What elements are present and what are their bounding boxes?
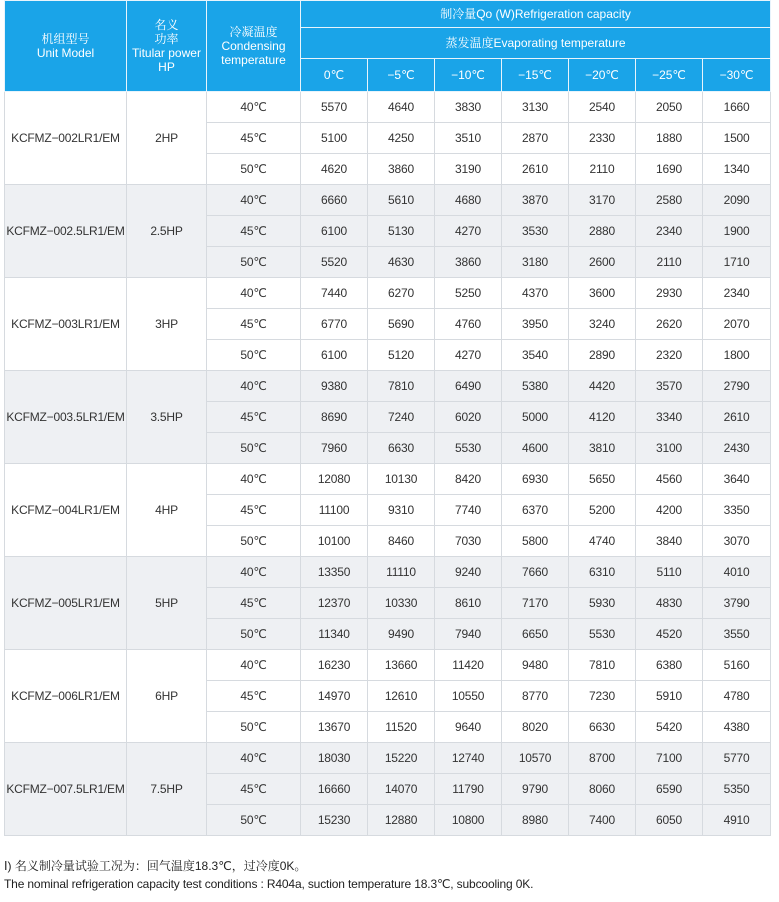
capacity-value-cell: 3870 (502, 185, 569, 216)
capacity-value-cell: 5250 (435, 278, 502, 309)
capacity-value-cell: 3530 (502, 216, 569, 247)
capacity-value-cell: 2870 (502, 123, 569, 154)
titular-power-cell: 4HP (127, 464, 207, 557)
capacity-value-cell: 5200 (569, 495, 636, 526)
capacity-value-cell: 2540 (569, 92, 636, 123)
table-row (5, 278, 771, 309)
capacity-value-cell: 5120 (368, 340, 435, 371)
condensing-temp-cell: 50℃ (207, 526, 301, 557)
capacity-value-cell: 2890 (569, 340, 636, 371)
titular-power-cell: 7.5HP (127, 743, 207, 836)
capacity-value-cell: 4520 (636, 619, 703, 650)
unit-model-cell: KCFMZ−005LR1/EM (5, 557, 127, 650)
capacity-value-cell: 9490 (368, 619, 435, 650)
condensing-temp-cell: 40℃ (207, 557, 301, 588)
capacity-value-cell: 3170 (569, 185, 636, 216)
capacity-value-cell: 5530 (435, 433, 502, 464)
unit-model-cell: KCFMZ−004LR1/EM (5, 464, 127, 557)
capacity-value-cell: 4780 (703, 681, 771, 712)
capacity-value-cell: 8020 (502, 712, 569, 743)
capacity-value-cell: 10550 (435, 681, 502, 712)
capacity-value-cell: 4560 (636, 464, 703, 495)
evap-temp-header: −5℃ (368, 59, 435, 92)
unit-group (5, 464, 771, 557)
capacity-value-cell: 4270 (435, 340, 502, 371)
capacity-value-cell: 15230 (301, 805, 368, 836)
capacity-value-cell: 9790 (502, 774, 569, 805)
capacity-value-cell: 6020 (435, 402, 502, 433)
condensing-temp-cell: 50℃ (207, 154, 301, 185)
condensing-temp-cell: 50℃ (207, 712, 301, 743)
capacity-value-cell: 4120 (569, 402, 636, 433)
condensing-header-en2: temperature (221, 53, 286, 67)
capacity-value-cell: 7100 (636, 743, 703, 774)
capacity-value-cell: 2340 (636, 216, 703, 247)
unit-group (5, 278, 771, 371)
capacity-value-cell: 6050 (636, 805, 703, 836)
unit-group (5, 650, 771, 743)
titular-power-header-cn: 名义 (154, 18, 179, 32)
test-conditions-note-en: The nominal refrigeration capacity test conditions : R404a, suction temperature 18.3℃, subcooling 0K. (4, 877, 534, 891)
condensing-temp-cell: 50℃ (207, 433, 301, 464)
titular-power-cell: 3HP (127, 278, 207, 371)
capacity-value-cell: 6650 (502, 619, 569, 650)
capacity-value-cell: 6930 (502, 464, 569, 495)
capacity-value-cell: 4600 (502, 433, 569, 464)
capacity-value-cell: 5420 (636, 712, 703, 743)
capacity-value-cell: 3830 (435, 92, 502, 123)
titular-power-cell: 3.5HP (127, 371, 207, 464)
capacity-value-cell: 2320 (636, 340, 703, 371)
test-conditions-note-cn: Ⅰ) 名义制冷量试验工况为：回气温度18.3℃，过冷度0K。 (4, 859, 307, 873)
capacity-value-cell: 8700 (569, 743, 636, 774)
capacity-value-cell: 3860 (435, 247, 502, 278)
unit-group (5, 185, 771, 278)
capacity-value-cell: 10100 (301, 526, 368, 557)
condensing-temp-cell: 50℃ (207, 247, 301, 278)
titular-power-cell: 5HP (127, 557, 207, 650)
capacity-value-cell: 1880 (636, 123, 703, 154)
capacity-value-cell: 9240 (435, 557, 502, 588)
capacity-value-cell: 6270 (368, 278, 435, 309)
unit-model-header-cn: 机组型号 (41, 32, 90, 46)
condensing-temp-cell: 50℃ (207, 805, 301, 836)
capacity-value-cell: 5650 (569, 464, 636, 495)
condensing-temp-cell: 40℃ (207, 278, 301, 309)
capacity-value-cell: 2070 (703, 309, 771, 340)
capacity-value-cell: 5690 (368, 309, 435, 340)
capacity-value-cell: 7170 (502, 588, 569, 619)
capacity-value-cell: 4270 (435, 216, 502, 247)
capacity-value-cell: 8460 (368, 526, 435, 557)
capacity-value-cell: 3640 (703, 464, 771, 495)
capacity-value-cell: 5530 (569, 619, 636, 650)
table-row (5, 92, 771, 123)
capacity-value-cell: 5110 (636, 557, 703, 588)
condensing-header-en: Condensing (221, 39, 286, 53)
capacity-value-cell: 1710 (703, 247, 771, 278)
capacity-value-cell: 11340 (301, 619, 368, 650)
capacity-value-cell: 8980 (502, 805, 569, 836)
refrigeration-capacity-table (4, 0, 771, 836)
capacity-value-cell: 2610 (703, 402, 771, 433)
capacity-value-cell: 13670 (301, 712, 368, 743)
capacity-value-cell: 11110 (368, 557, 435, 588)
capacity-value-cell: 14070 (368, 774, 435, 805)
evaporating-temperature-header: 蒸发温度Evaporating temperature (301, 28, 771, 59)
capacity-value-cell: 5520 (301, 247, 368, 278)
titular-power-header-en: Titular power (132, 46, 201, 60)
unit-group (5, 92, 771, 185)
capacity-value-cell: 16660 (301, 774, 368, 805)
capacity-value-cell: 13350 (301, 557, 368, 588)
capacity-value-cell: 5800 (502, 526, 569, 557)
capacity-value-cell: 5610 (368, 185, 435, 216)
table-row (5, 185, 771, 216)
capacity-value-cell: 5770 (703, 743, 771, 774)
capacity-value-cell: 12880 (368, 805, 435, 836)
evap-temp-header: −15℃ (502, 59, 569, 92)
capacity-value-cell: 12080 (301, 464, 368, 495)
capacity-value-cell: 5350 (703, 774, 771, 805)
capacity-value-cell: 14970 (301, 681, 368, 712)
capacity-value-cell: 3350 (703, 495, 771, 526)
capacity-value-cell: 4760 (435, 309, 502, 340)
condensing-temp-cell: 50℃ (207, 619, 301, 650)
condensing-temp-cell: 45℃ (207, 309, 301, 340)
condensing-temp-cell: 45℃ (207, 123, 301, 154)
capacity-value-cell: 7810 (368, 371, 435, 402)
capacity-value-cell: 2050 (636, 92, 703, 123)
capacity-value-cell: 6660 (301, 185, 368, 216)
capacity-value-cell: 2110 (569, 154, 636, 185)
capacity-value-cell: 3180 (502, 247, 569, 278)
capacity-value-cell: 15220 (368, 743, 435, 774)
condensing-temp-cell: 40℃ (207, 92, 301, 123)
capacity-value-cell: 2790 (703, 371, 771, 402)
capacity-value-cell: 7440 (301, 278, 368, 309)
capacity-value-cell: 8420 (435, 464, 502, 495)
capacity-value-cell: 1900 (703, 216, 771, 247)
capacity-value-cell: 13660 (368, 650, 435, 681)
capacity-value-cell: 7960 (301, 433, 368, 464)
capacity-value-cell: 3130 (502, 92, 569, 123)
table-row (5, 464, 771, 495)
capacity-value-cell: 4620 (301, 154, 368, 185)
unit-group (5, 371, 771, 464)
evap-temp-header: −20℃ (569, 59, 636, 92)
capacity-value-cell: 2610 (502, 154, 569, 185)
unit-model-header (5, 1, 127, 92)
capacity-value-cell: 2930 (636, 278, 703, 309)
titular-power-header-unit: HP (158, 60, 175, 74)
capacity-value-cell: 5130 (368, 216, 435, 247)
condensing-temp-cell: 45℃ (207, 681, 301, 712)
capacity-value-cell: 4910 (703, 805, 771, 836)
unit-model-cell: KCFMZ−002.5LR1/EM (5, 185, 127, 278)
capacity-value-cell: 11790 (435, 774, 502, 805)
capacity-value-cell: 10130 (368, 464, 435, 495)
capacity-value-cell: 8770 (502, 681, 569, 712)
condensing-temp-cell: 40℃ (207, 650, 301, 681)
capacity-value-cell: 3600 (569, 278, 636, 309)
capacity-value-cell: 2340 (703, 278, 771, 309)
capacity-value-cell: 6100 (301, 216, 368, 247)
evap-temp-header: −10℃ (435, 59, 502, 92)
capacity-value-cell: 6380 (636, 650, 703, 681)
capacity-value-cell: 4380 (703, 712, 771, 743)
titular-power-header (127, 1, 207, 92)
capacity-value-cell: 3510 (435, 123, 502, 154)
capacity-value-cell: 7400 (569, 805, 636, 836)
capacity-value-cell: 2090 (703, 185, 771, 216)
capacity-value-cell: 3550 (703, 619, 771, 650)
capacity-value-cell: 1800 (703, 340, 771, 371)
capacity-value-cell: 12370 (301, 588, 368, 619)
capacity-value-cell: 6770 (301, 309, 368, 340)
condensing-temp-cell: 50℃ (207, 340, 301, 371)
condensing-temp-cell: 40℃ (207, 371, 301, 402)
capacity-value-cell: 2880 (569, 216, 636, 247)
capacity-value-cell: 8690 (301, 402, 368, 433)
capacity-value-cell: 5380 (502, 371, 569, 402)
capacity-value-cell: 4420 (569, 371, 636, 402)
refrigeration-capacity-header: 制冷量Qo (W)Refrigeration capacity (301, 1, 771, 28)
capacity-value-cell: 4640 (368, 92, 435, 123)
capacity-value-cell: 3340 (636, 402, 703, 433)
condensing-header-cn: 冷凝温度 (229, 25, 278, 39)
capacity-value-cell: 11520 (368, 712, 435, 743)
table-row (5, 371, 771, 402)
capacity-value-cell: 4740 (569, 526, 636, 557)
capacity-value-cell: 9640 (435, 712, 502, 743)
capacity-value-cell: 5100 (301, 123, 368, 154)
unit-model-cell: KCFMZ−002LR1/EM (5, 92, 127, 185)
capacity-value-cell: 11420 (435, 650, 502, 681)
capacity-value-cell: 3810 (569, 433, 636, 464)
unit-group (5, 557, 771, 650)
capacity-value-cell: 1340 (703, 154, 771, 185)
capacity-value-cell: 1690 (636, 154, 703, 185)
capacity-value-cell: 7230 (569, 681, 636, 712)
capacity-value-cell: 11100 (301, 495, 368, 526)
condensing-temp-cell: 40℃ (207, 464, 301, 495)
capacity-value-cell: 12610 (368, 681, 435, 712)
capacity-value-cell: 6100 (301, 340, 368, 371)
capacity-value-cell: 2430 (703, 433, 771, 464)
capacity-value-cell: 6630 (569, 712, 636, 743)
capacity-value-cell: 10570 (502, 743, 569, 774)
capacity-value-cell: 6310 (569, 557, 636, 588)
capacity-value-cell: 16230 (301, 650, 368, 681)
capacity-value-cell: 3070 (703, 526, 771, 557)
capacity-value-cell: 4370 (502, 278, 569, 309)
capacity-value-cell: 9380 (301, 371, 368, 402)
capacity-value-cell: 7810 (569, 650, 636, 681)
capacity-value-cell: 9480 (502, 650, 569, 681)
capacity-value-cell: 8060 (569, 774, 636, 805)
unit-model-cell: KCFMZ−003.5LR1/EM (5, 371, 127, 464)
capacity-value-cell: 3860 (368, 154, 435, 185)
capacity-value-cell: 3240 (569, 309, 636, 340)
capacity-value-cell: 5160 (703, 650, 771, 681)
capacity-value-cell: 3570 (636, 371, 703, 402)
capacity-value-cell: 2580 (636, 185, 703, 216)
condensing-temp-cell: 45℃ (207, 774, 301, 805)
evap-temp-header: −30℃ (703, 59, 771, 92)
capacity-value-cell: 1500 (703, 123, 771, 154)
unit-model-cell: KCFMZ−003LR1/EM (5, 278, 127, 371)
table-row (5, 743, 771, 774)
titular-power-cell: 6HP (127, 650, 207, 743)
capacity-value-cell: 7740 (435, 495, 502, 526)
capacity-value-cell: 12740 (435, 743, 502, 774)
capacity-value-cell: 7030 (435, 526, 502, 557)
table-row (5, 557, 771, 588)
capacity-value-cell: 10330 (368, 588, 435, 619)
capacity-value-cell: 5910 (636, 681, 703, 712)
unit-group (5, 743, 771, 836)
capacity-value-cell: 3190 (435, 154, 502, 185)
capacity-value-cell: 1660 (703, 92, 771, 123)
unit-model-cell: KCFMZ−007.5LR1/EM (5, 743, 127, 836)
condensing-temp-cell: 40℃ (207, 185, 301, 216)
unit-model-header-en: Unit Model (36, 46, 95, 60)
capacity-value-cell: 6590 (636, 774, 703, 805)
capacity-value-cell: 4200 (636, 495, 703, 526)
capacity-value-cell: 4010 (703, 557, 771, 588)
capacity-value-cell: 8610 (435, 588, 502, 619)
condensing-temp-cell: 40℃ (207, 743, 301, 774)
titular-power-cell: 2.5HP (127, 185, 207, 278)
capacity-value-cell: 9310 (368, 495, 435, 526)
capacity-value-cell: 6630 (368, 433, 435, 464)
capacity-value-cell: 7660 (502, 557, 569, 588)
condensing-temperature-header (207, 1, 301, 92)
capacity-value-cell: 5570 (301, 92, 368, 123)
evap-temp-header: 0℃ (301, 59, 368, 92)
capacity-value-cell: 10800 (435, 805, 502, 836)
unit-model-cell: KCFMZ−006LR1/EM (5, 650, 127, 743)
capacity-value-cell: 5930 (569, 588, 636, 619)
titular-power-header-cn2: 功率 (154, 32, 179, 46)
capacity-value-cell: 3840 (636, 526, 703, 557)
capacity-value-cell: 3100 (636, 433, 703, 464)
capacity-value-cell: 4830 (636, 588, 703, 619)
capacity-value-cell: 3950 (502, 309, 569, 340)
condensing-temp-cell: 45℃ (207, 588, 301, 619)
capacity-value-cell: 18030 (301, 743, 368, 774)
capacity-value-cell: 4680 (435, 185, 502, 216)
table-header (5, 1, 771, 92)
capacity-value-cell: 2620 (636, 309, 703, 340)
capacity-value-cell: 3790 (703, 588, 771, 619)
capacity-value-cell: 3540 (502, 340, 569, 371)
evap-temp-header: −25℃ (636, 59, 703, 92)
capacity-value-cell: 2110 (636, 247, 703, 278)
table-row (5, 650, 771, 681)
capacity-value-cell: 7240 (368, 402, 435, 433)
capacity-value-cell: 4630 (368, 247, 435, 278)
capacity-value-cell: 6490 (435, 371, 502, 402)
titular-power-cell: 2HP (127, 92, 207, 185)
capacity-value-cell: 6370 (502, 495, 569, 526)
capacity-value-cell: 2600 (569, 247, 636, 278)
capacity-value-cell: 4250 (368, 123, 435, 154)
capacity-value-cell: 5000 (502, 402, 569, 433)
condensing-temp-cell: 45℃ (207, 402, 301, 433)
condensing-temp-cell: 45℃ (207, 495, 301, 526)
condensing-temp-cell: 45℃ (207, 216, 301, 247)
capacity-value-cell: 2330 (569, 123, 636, 154)
capacity-value-cell: 7940 (435, 619, 502, 650)
